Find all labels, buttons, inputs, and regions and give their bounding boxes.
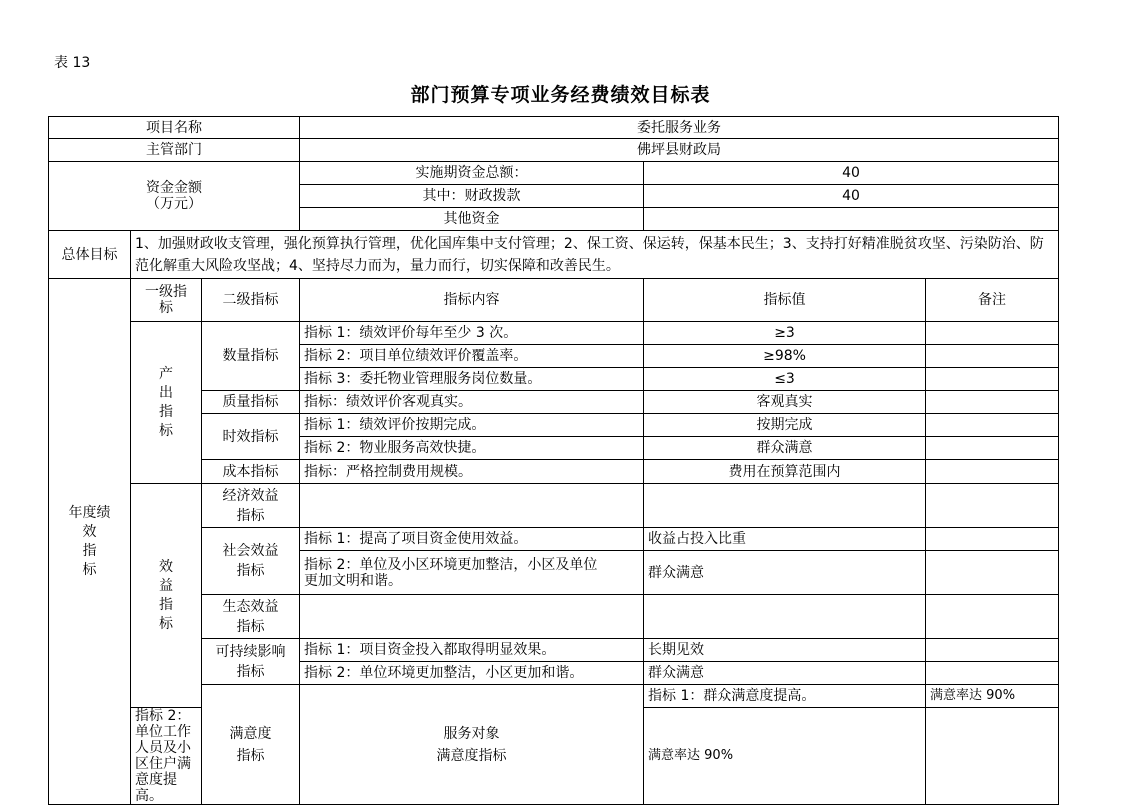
indicator-remark (926, 368, 1059, 391)
indicator-content: 指标 1：绩效评价按期完成。 (300, 414, 644, 437)
indicator-content: 指标 1：提高了项目资金使用效益。 (300, 528, 644, 551)
ecological-indicator-label-l2: 指标 (236, 618, 265, 635)
indicator-value: 满意率达 90% (926, 685, 1059, 708)
ecological-indicator-label-l1: 生态效益 (222, 598, 279, 615)
quality-indicator-label: 质量指标 (202, 391, 300, 414)
indicator-content-l2: 更加文明和谐。 (304, 572, 403, 589)
indicator-content: 指标 3：委托物业管理服务岗位数量。 (300, 368, 644, 391)
indicator-content: 指标 2：物业服务高效快捷。 (300, 437, 644, 460)
project-name-label: 项目名称 (49, 117, 300, 139)
level2-header: 二级指标 (202, 279, 300, 322)
indicator-value (644, 484, 926, 528)
satisfaction-indicator-label-l1: 满意度 (229, 725, 272, 742)
benefit-indicator-label-l1: 效 (159, 558, 173, 575)
indicator-remark (926, 708, 1059, 805)
indicator-value: 群众满意 (644, 437, 926, 460)
indicator-remark (926, 414, 1059, 437)
funds-other-value (644, 208, 1059, 231)
indicator-value: 按期完成 (644, 414, 926, 437)
funds-total-row (49, 162, 1059, 185)
output-indicator-label-l2: 出 (159, 384, 173, 401)
indicator-content: 指标 1：项目资金投入都取得明显效果。 (300, 639, 644, 662)
indicator-value: 长期见效 (644, 639, 926, 662)
indicator-content: 指标 1：群众满意度提高。 (644, 685, 926, 708)
benefit-indicator-label-l3: 指 (159, 596, 173, 613)
indicator-value: 满意率达 90% (644, 708, 926, 805)
overall-goal-row (49, 231, 1059, 279)
level1-header: 一级指标 (131, 279, 202, 322)
value-header: 指标值 (644, 279, 926, 322)
annual-indicator-label-l1: 年度绩 (68, 504, 111, 521)
indicator-remark (926, 551, 1059, 595)
indicator-value: 收益占投入比重 (644, 528, 926, 551)
timeliness-indicator-label: 时效指标 (202, 414, 300, 460)
indicator-content: 指标 2：项目单位绩效评价覆盖率。 (300, 345, 644, 368)
funds-label-line1: 资金金额 (146, 180, 203, 196)
indicator-content: 指标 1：绩效评价每年至少 3 次。 (300, 322, 644, 345)
indicator-value: ≥3 (644, 322, 926, 345)
indicator-remark (926, 595, 1059, 639)
output-indicator-label-l1: 产 (159, 365, 173, 382)
department-label: 主管部门 (49, 139, 300, 162)
annual-indicator-label (49, 279, 131, 805)
sustainability-indicator-label-l2: 指标 (236, 663, 265, 680)
document-title: 部门预算专项业务经费绩效目标表 (410, 84, 711, 106)
indicator-remark (926, 484, 1059, 528)
indicator-remark (926, 391, 1059, 414)
economic-indicator-label-l2: 指标 (236, 507, 265, 524)
performance-goal-table (48, 116, 1059, 805)
service-satisfaction-label-l2: 满意度指标 (436, 747, 507, 764)
output-indicator-label-l3: 指 (159, 403, 173, 420)
funds-label (49, 162, 300, 231)
table-row (49, 322, 1059, 345)
overall-goal-text: 1、加强财政收支管理，强化预算执行管理，优化国库集中支付管理；2、保工资、保运转，保基本民生；3、支持打好精准脱贫攻坚、污染防治、防范化解重大风险攻坚战；4、坚持尽力而为，量力而行，切实保障和改善民生。 (131, 231, 1059, 279)
funds-fiscal-value: 40 (644, 185, 1059, 208)
output-indicator-label-l4: 标 (159, 422, 173, 439)
department-row (49, 139, 1059, 162)
indicator-remark (926, 528, 1059, 551)
indicator-value: 客观真实 (644, 391, 926, 414)
social-indicator-label (202, 528, 300, 595)
service-satisfaction-label (300, 685, 644, 805)
indicator-content (300, 484, 644, 528)
indicator-remark (926, 345, 1059, 368)
social-indicator-label-l2: 指标 (236, 563, 265, 579)
funds-total-value: 40 (644, 162, 1059, 185)
quantity-indicator-label: 数量指标 (202, 322, 300, 391)
indicator-value: ≥98% (644, 345, 926, 368)
indicator-value: 群众满意 (644, 662, 926, 685)
social-indicator-label-l1: 社会效益 (222, 543, 279, 559)
indicator-content: 指标：绩效评价客观真实。 (300, 391, 644, 414)
indicator-remark (926, 639, 1059, 662)
economic-indicator-label-l1: 经济效益 (222, 487, 279, 504)
funds-other-label: 其他资金 (300, 208, 644, 231)
indicator-value: ≤3 (644, 368, 926, 391)
indicator-value: 费用在预算范围内 (644, 460, 926, 484)
table-row (49, 484, 1059, 528)
indicator-content (300, 551, 644, 595)
sustainability-indicator-label-l1: 可持续影响 (215, 643, 286, 660)
annual-indicator-label-l2: 效 (82, 523, 97, 540)
indicator-header-row (49, 279, 1059, 322)
project-name-row (49, 117, 1059, 139)
satisfaction-indicator-label-l2: 指标 (236, 747, 265, 764)
department-value: 佛坪县财政局 (300, 139, 1059, 162)
table-number-label: 表 13 (54, 55, 91, 71)
indicator-content: 指标 2：单位工作人员及小区住户满意度提高。 (131, 708, 202, 805)
funds-fiscal-label: 其中：财政拨款 (300, 185, 644, 208)
project-name-value: 委托服务业务 (300, 117, 1059, 139)
indicator-content: 指标：严格控制费用规模。 (300, 460, 644, 484)
indicator-content-l1: 指标 2：单位及小区环境更加整洁，小区及单位 (304, 556, 598, 573)
indicator-value (644, 595, 926, 639)
remark-header: 备注 (926, 279, 1059, 322)
overall-goal-label: 总体目标 (49, 231, 131, 279)
benefit-indicator-label (131, 484, 202, 708)
benefit-indicator-label-l4: 标 (159, 615, 173, 632)
annual-indicator-label-l4: 标 (82, 561, 97, 578)
indicator-content (300, 595, 644, 639)
service-satisfaction-label-l1: 服务对象 (443, 725, 500, 742)
funds-total-label: 实施期资金总额： (300, 162, 644, 185)
output-indicator-label (131, 322, 202, 484)
cost-indicator-label: 成本指标 (202, 460, 300, 484)
content-header: 指标内容 (300, 279, 644, 322)
economic-indicator-label (202, 484, 300, 528)
ecological-indicator-label (202, 595, 300, 639)
indicator-remark (926, 322, 1059, 345)
benefit-indicator-label-l2: 益 (159, 577, 173, 594)
indicator-remark (926, 437, 1059, 460)
satisfaction-indicator-label (202, 685, 300, 805)
indicator-content: 指标 2：单位环境更加整洁，小区更加和谐。 (300, 662, 644, 685)
funds-label-line2: （万元） (146, 196, 203, 212)
sustainability-indicator-label (202, 639, 300, 685)
indicator-remark (926, 460, 1059, 484)
indicator-remark (926, 662, 1059, 685)
indicator-value: 群众满意 (644, 551, 926, 595)
annual-indicator-label-l3: 指 (82, 542, 97, 559)
